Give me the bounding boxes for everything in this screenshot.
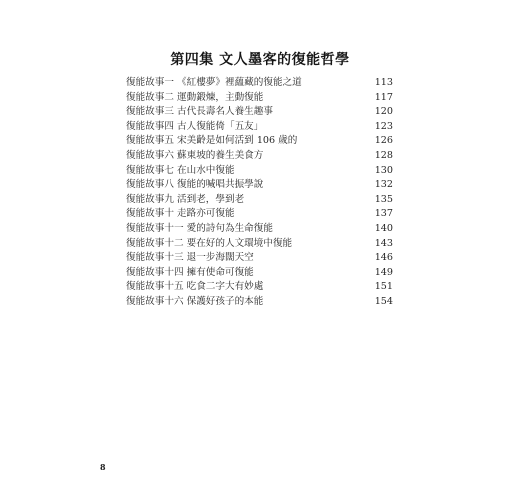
toc-entry-title: 復能故事五 宋美齡是如何活到 106 歲的 [126,135,298,147]
toc-entry-page: 117 [374,91,393,103]
toc-entry-page: 140 [374,222,393,234]
toc-entry-page: 143 [374,237,393,249]
toc-entry-title: 復能故事三 古代長壽名人養生趣事 [126,106,273,118]
toc-entry-title: 復能故事十五 吃食二字大有妙處 [126,281,264,293]
toc-entry-title: 復能故事二 運動鍛煉，主動復能 [126,91,264,103]
toc-entry [126,91,396,106]
toc-entry-page: 132 [374,179,393,191]
toc-entry-page: 120 [374,106,393,118]
toc-entry-page: 154 [374,295,393,307]
toc-entry-page: 149 [374,266,393,278]
toc-entry-page: 130 [374,164,393,176]
table-of-contents [126,76,396,310]
toc-entry-title: 復能故事六 蘇東坡的養生美食方 [126,149,264,161]
toc-entry-title: 復能故事十一 愛的詩句為生命復能 [126,222,273,234]
toc-entry [126,251,396,266]
toc-entry [126,295,396,310]
toc-entry [126,280,396,295]
toc-entry-page: 128 [374,149,393,161]
toc-entry-title: 復能故事十 走路亦可復能 [126,208,235,220]
toc-entry-page: 126 [374,135,393,147]
toc-entry [126,105,396,120]
toc-entry [126,266,396,281]
toc-entry [126,149,396,164]
toc-entry-page: 123 [374,120,393,132]
toc-entry-page: 113 [374,77,393,88]
toc-entry-page: 146 [374,252,393,264]
chapter-title: 第四集 文人墨客的復能哲學 [170,52,350,68]
toc-entry [126,207,396,222]
toc-entry-title: 復能故事十三 退一步海闊天空 [126,252,254,264]
toc-entry [126,164,396,179]
toc-entry-title: 復能故事十六 保護好孩子的本能 [126,295,264,307]
toc-entry [126,237,396,252]
toc-entry [126,222,396,237]
toc-entry-title: 復能故事十二 要在好的人文環境中復能 [126,237,293,249]
toc-entry-title: 復能故事四 古人復能倚「五友」 [126,120,264,132]
toc-entry [126,193,396,208]
toc-entry-page: 137 [374,208,393,220]
toc-entry-title: 復能故事七 在山水中復能 [126,164,235,176]
toc-entry [126,76,396,91]
toc-entry-title: 復能故事八 復能的喊唱共振學說 [126,179,264,191]
toc-entry-title: 復能故事九 活到老，學到老 [126,193,245,205]
toc-entry [126,134,396,149]
toc-entry [126,120,396,135]
toc-entry-title: 復能故事一 《紅樓夢》裡蘊藏的復能之道 [126,77,302,88]
toc-entry-title: 復能故事十四 擁有使命可復能 [126,266,254,278]
toc-entry-page: 135 [374,193,393,205]
toc-entry-page: 151 [374,281,393,293]
toc-entry [126,178,396,193]
page-number: 8 [100,462,106,472]
